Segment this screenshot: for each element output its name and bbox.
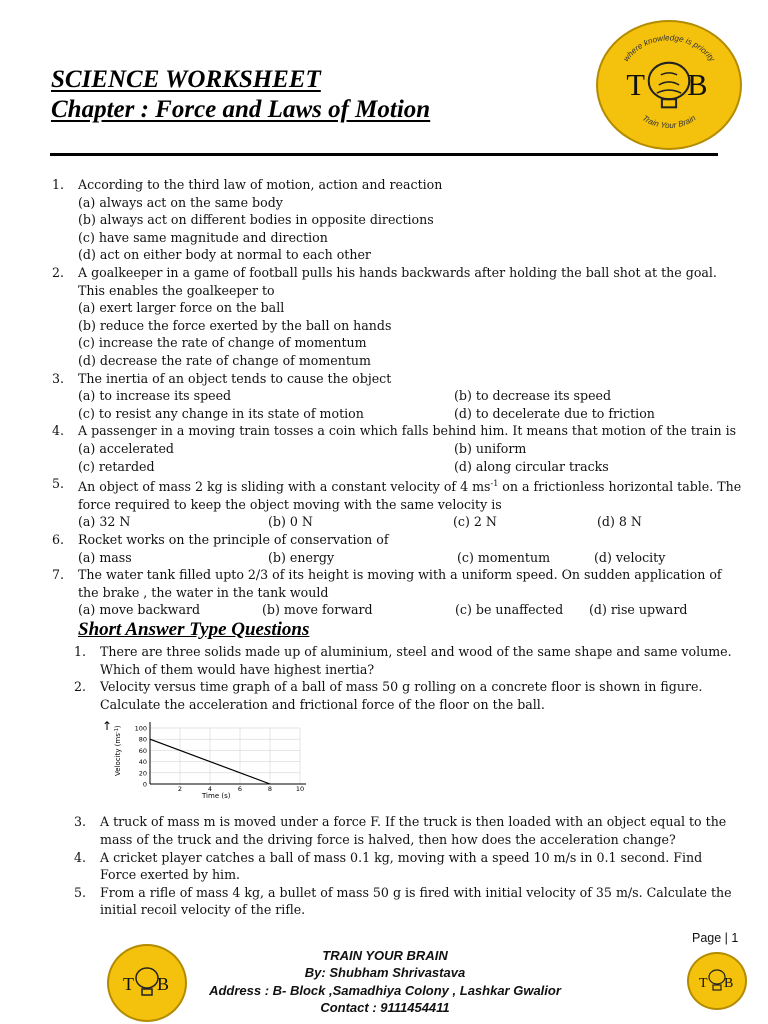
footer-info xyxy=(200,947,570,1017)
y-tick-label: 40 xyxy=(138,758,147,767)
header-divider xyxy=(50,153,718,156)
option: (c) to resist any change in its state of motion xyxy=(78,405,364,421)
question-text: Velocity versus time graph of a ball of mass 50 g rolling on a concrete floor is shown in figure. Calculate the acceleration and frictional force of the floor on the ball. xyxy=(100,679,703,712)
x-tick-label: 2 xyxy=(177,785,183,793)
option: (d) act on either body at normal to each other xyxy=(78,247,371,263)
logo-ring-top: where knowledge is priority xyxy=(621,33,717,64)
question-text: According to the third law of motion, action and reaction xyxy=(78,177,443,192)
footer-contact: Contact : 9111454411 xyxy=(320,1000,450,1016)
short-answer-heading: Short Answer Type Questions xyxy=(78,619,310,640)
y-tick-label: 100 xyxy=(134,724,147,733)
option: (c) 2 N xyxy=(453,514,497,530)
question-1 xyxy=(52,176,742,264)
option: (c) have same magnitude and direction xyxy=(78,229,328,245)
sa-question-1 xyxy=(74,643,734,678)
sa-question-5 xyxy=(74,884,734,919)
option: (a) accelerated xyxy=(78,440,174,456)
question-text: The inertia of an object tends to cause the object xyxy=(78,370,392,386)
question-number: 2. xyxy=(52,264,65,280)
question-text: A passenger in a moving train tosses a coin which falls behind him. It means that motion of the train is xyxy=(78,423,737,439)
question-3 xyxy=(52,370,742,423)
question-7 xyxy=(52,566,742,619)
x-tick-label: 4 xyxy=(207,785,213,793)
option: (b) 0 N xyxy=(268,514,313,530)
question-number: 4. xyxy=(52,423,65,439)
bulb-brain-icon xyxy=(109,946,185,1020)
y-tick-label: 60 xyxy=(138,746,147,755)
tyb-logo xyxy=(596,20,742,150)
y-tick-label: 20 xyxy=(138,769,147,778)
option: (d) along circular tracks xyxy=(454,458,609,474)
option: (c) retarded xyxy=(78,458,155,474)
logo-letter-b: B xyxy=(687,68,708,103)
chapter-title: Chapter : Force and Laws of Motion xyxy=(51,96,431,123)
logo-letter-t: T xyxy=(626,68,645,103)
question-number: 2. xyxy=(74,679,87,695)
question-text: A cricket player catches a ball of mass 0.1 kg, moving with a speed 10 m/s in 0.1 second. Find Force exerted by him. xyxy=(100,849,703,883)
logo-ring-bottom: Train Your Brain xyxy=(640,113,698,131)
option: (c) increase the rate of change of momentum xyxy=(78,335,367,351)
option: (d) decrease the rate of change of momentum xyxy=(78,352,371,368)
option: (c) be unaffected xyxy=(455,602,564,618)
y-tick-label: 0 xyxy=(142,780,147,789)
mcq-list xyxy=(52,176,742,619)
option: (b) to decrease its speed xyxy=(454,388,612,404)
option: (b) move forward xyxy=(262,602,373,618)
option: (a) mass xyxy=(78,549,132,565)
question-text: Rocket works on the principle of conservation of xyxy=(78,532,389,548)
option: (a) always act on the same body xyxy=(78,194,283,210)
option: (d) to decelerate due to friction xyxy=(454,405,655,421)
question-number: 6. xyxy=(52,532,65,548)
question-text: A truck of mass m is moved under a force F. If the truck is then loaded with an object equal to the mass of the truck and the driving force is halved, then how does the acceleration change? xyxy=(100,814,727,847)
question-text: A goalkeeper in a game of football pulls his hands backwards after holding the ball shot at the goal. This enables the goalkeeper to xyxy=(78,264,717,298)
question-number: 3. xyxy=(74,814,87,830)
question-number: 7. xyxy=(52,567,65,583)
graph-axes xyxy=(135,722,306,793)
sa-question-3 xyxy=(74,813,734,848)
question-number: 1. xyxy=(74,644,87,659)
question-number: 5. xyxy=(52,476,65,492)
graph-ylabel: Velocity $(ms^{-1})$ xyxy=(114,725,122,776)
question-number: 5. xyxy=(74,884,87,900)
option: (a) exert larger force on the ball xyxy=(78,300,285,316)
x-tick-label: 10 xyxy=(295,785,305,793)
option: (c) momentum xyxy=(457,549,551,565)
footer-logo-right xyxy=(687,952,747,1010)
worksheet-title: SCIENCE WORKSHEET xyxy=(51,66,321,93)
question-text: The water tank filled upto 2/3 of its height is moving with a uniform speed. On sudden application of the brake , the water in the tank would xyxy=(78,567,722,600)
footer-author: By: Shubham Shrivastava xyxy=(304,965,466,981)
option: (d) 8 N xyxy=(597,514,642,530)
bulb-brain-icon xyxy=(598,22,740,148)
question-2 xyxy=(52,264,742,370)
option: (b) energy xyxy=(268,549,335,565)
sa-question-2 xyxy=(74,678,734,713)
svg-text:B: B xyxy=(157,974,170,994)
option: (d) rise upward xyxy=(589,602,688,618)
sa-question-4 xyxy=(74,849,734,884)
option: (a) 32 N xyxy=(78,514,131,530)
option: (b) always act on different bodies in opposite directions xyxy=(78,212,434,228)
up-arrow-icon: ↑ xyxy=(102,719,113,733)
option: (b) reduce the force exerted by the ball on hands xyxy=(78,317,392,333)
footer-address: Address : B- Block ,Samadhiya Colony , Lashkar Gwalior xyxy=(209,982,561,998)
question-text: There are three solids made up of aluminium, steel and wood of the same shape and same volume. Which of them would have highest inertia? xyxy=(100,644,732,677)
question-number: 4. xyxy=(74,849,87,865)
question-number: 3. xyxy=(52,370,65,386)
graph-xlabel: Time (s) xyxy=(202,792,231,800)
svg-text:where knowledge is priority xyxy=(622,33,718,64)
x-tick-label: 8 xyxy=(267,785,273,793)
page-number: Page | 1 xyxy=(692,931,739,945)
footer-logo-left xyxy=(107,944,187,1022)
svg-text:B: B xyxy=(724,976,734,991)
option: (a) to increase its speed xyxy=(78,388,232,404)
bulb-brain-icon xyxy=(689,954,745,1008)
question-number: 1. xyxy=(52,177,65,192)
question-6 xyxy=(52,531,742,566)
svg-text:T: T xyxy=(699,976,708,991)
question-4 xyxy=(52,422,742,475)
question-text: An object of mass 2 kg is sliding with a constant velocity of 4 $ms^{-1}$ on a frictionless horizontal table. The force required to keep the object moving with the same velocity is xyxy=(78,479,742,512)
y-tick-label: 80 xyxy=(138,735,147,744)
question-5 xyxy=(52,475,742,531)
question-text: From a rifle of mass 4 kg, a bullet of mass 50 g is fired with initial velocity of 35 m/s. Calculate the initial recoil velocity of the rifle. xyxy=(100,884,732,918)
x-tick-label: 6 xyxy=(237,785,243,793)
svg-text:Train Your Brain xyxy=(641,113,698,130)
option: (b) uniform xyxy=(454,440,527,456)
option: (a) move backward xyxy=(78,602,201,618)
svg-text:T: T xyxy=(123,974,134,994)
option: (d) velocity xyxy=(594,549,666,565)
footer-brand: TRAIN YOUR BRAIN xyxy=(322,948,448,963)
velocity-time-graph xyxy=(98,716,316,800)
